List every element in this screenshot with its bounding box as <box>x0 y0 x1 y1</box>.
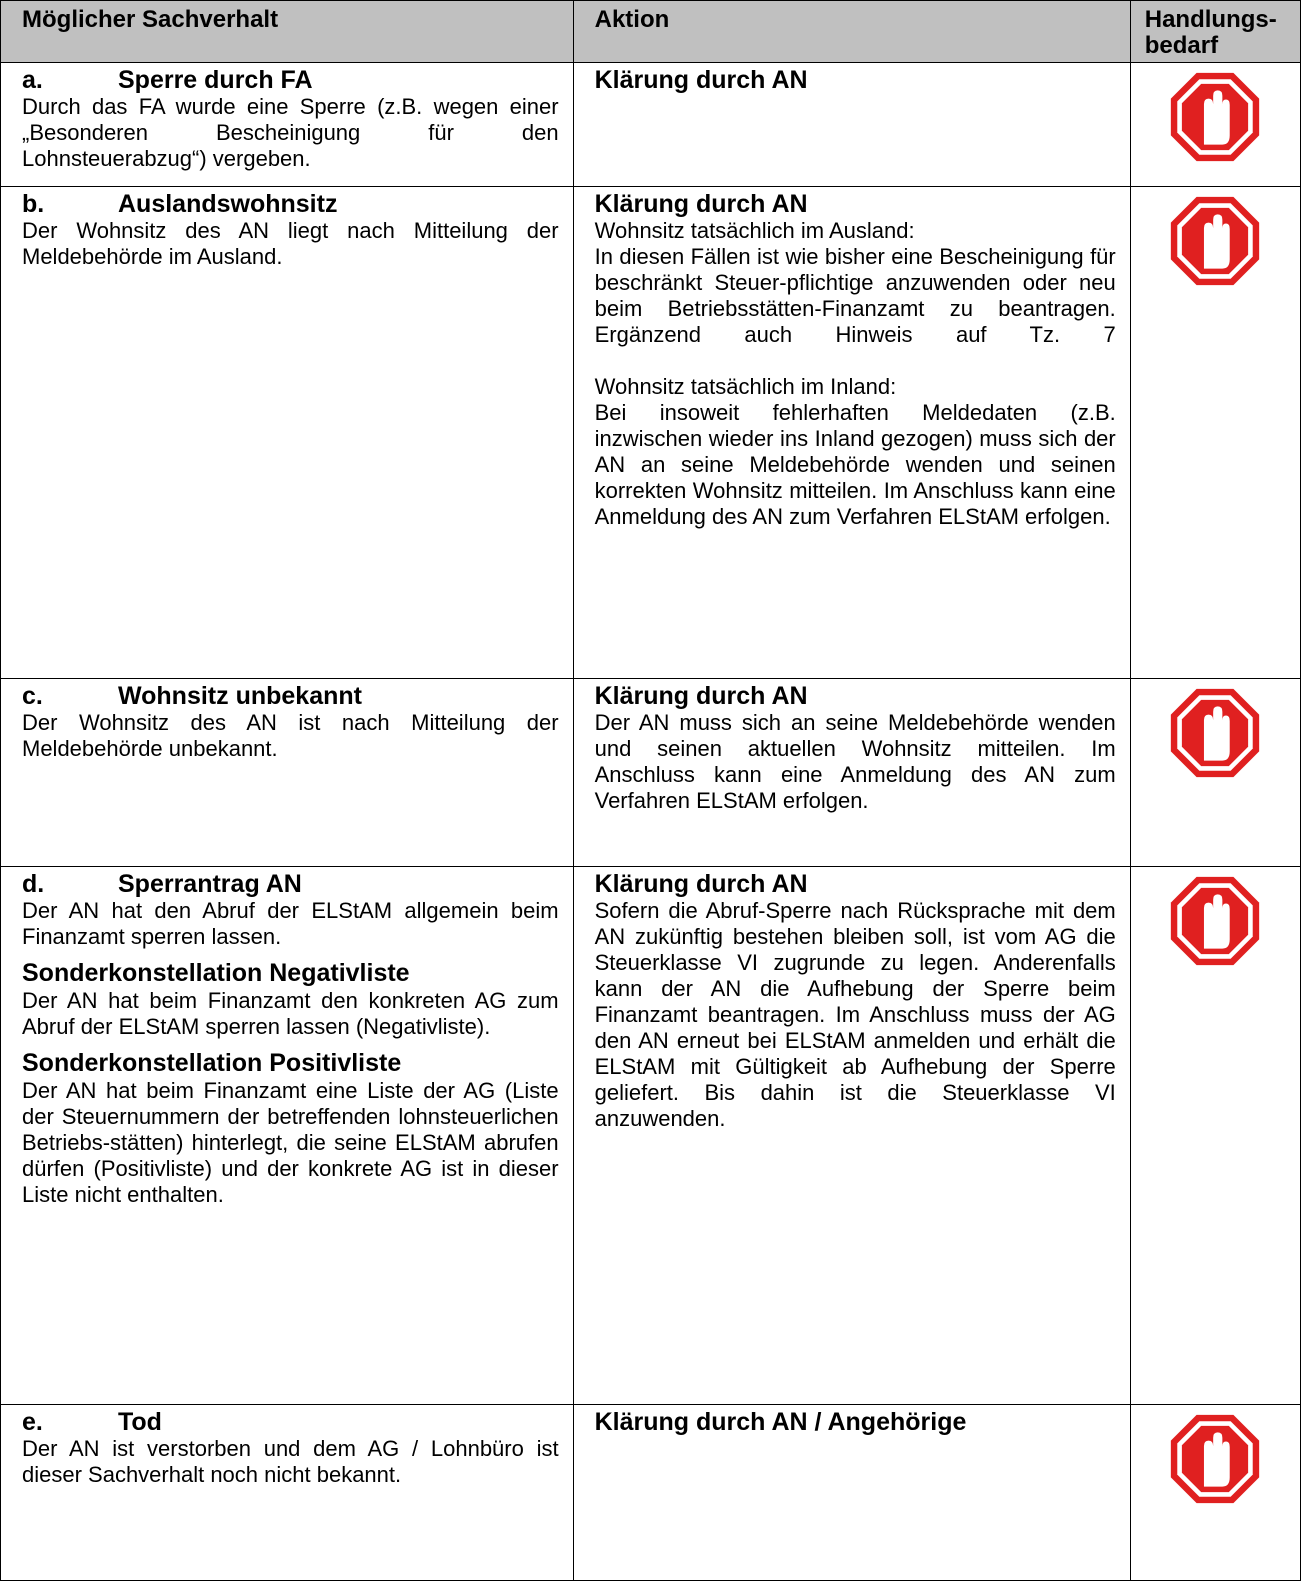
stop-hand-icon <box>1169 195 1261 287</box>
action-text: Bei insoweit fehlerhaften Meldedaten (z.B. inzwischen wieder ins Inland gezogen) muss sich der AN an seine Meldebehörde wenden und seinen korrekten Wohnsitz mitteilen. Im Anschluss kann eine Anmeldung des AN zum Verfahren ELStAM erfolgen. <box>594 400 1116 529</box>
header-handlungsbedarf-line2: bedarf <box>1144 32 1219 59</box>
aktion-cell <box>573 867 1130 1405</box>
sub-heading-negativliste: Sonderkonstellation Negativliste <box>22 959 410 987</box>
row-description: Der AN ist verstorben und dem AG / Lohnbüro ist dieser Sachverhalt noch nicht bekannt. <box>22 1436 559 1487</box>
spacer <box>595 348 1116 374</box>
table-row <box>1 63 1301 187</box>
row-description: Durch das FA wurde eine Sperre (z.B. wegen einer „Besonderen Bescheinigung für den Lohnsteuerabzug“) vergeben. <box>22 94 559 171</box>
handlungsbedarf-cell <box>1130 187 1300 679</box>
aktion-cell <box>573 187 1130 679</box>
row-heading <box>22 66 559 94</box>
row-title: Auslandswohnsitz <box>118 190 338 218</box>
row-heading <box>22 190 559 218</box>
table-row <box>1 867 1301 1405</box>
handlungsbedarf-cell <box>1130 1405 1300 1581</box>
row-heading <box>22 870 559 898</box>
handlungsbedarf-cell <box>1130 679 1300 867</box>
row-description: Der Wohnsitz des AN liegt nach Mitteilung der Meldebehörde im Ausland. <box>22 218 559 269</box>
aktion-cell <box>573 679 1130 867</box>
row-title: Wohnsitz unbekannt <box>118 682 362 710</box>
action-text: Der AN muss sich an seine Meldebehörde wenden und seinen aktuellen Wohnsitz mitteilen. Im Anschluss kann eine Anmeldung des AN zum Verfahren ELStAM erfolgen. <box>594 710 1116 813</box>
aktion-cell <box>573 1405 1130 1581</box>
action-subhead: Wohnsitz tatsächlich im Inland: <box>594 374 897 399</box>
sub-heading-positivliste: Sonderkonstellation Positivliste <box>22 1049 402 1077</box>
row-letter: e. <box>22 1408 43 1436</box>
stop-hand-icon <box>1169 875 1261 967</box>
action-title: Klärung durch AN <box>594 870 808 898</box>
action-title: Klärung durch AN <box>594 190 808 218</box>
table-row <box>1 187 1301 679</box>
row-letter: a. <box>22 66 43 94</box>
row-letter: c. <box>22 682 43 710</box>
header-handlungsbedarf <box>1130 1 1300 63</box>
row-heading <box>22 1408 559 1436</box>
action-text: Sofern die Abruf-Sperre nach Rücksprache mit dem AN zukünftig bestehen bleiben soll, ist vom AG die Steuerklasse VI zugrunde zu legen. Anderenfalls kann der AN die Aufhebung der Sperre beim Finanzamt beantragen. Im Anschluss muss der AG den AN erneut bei ELStAM anmelden und erhält die ELStAM mit Gültigkeit ab Aufhebung der Sperre geliefert. Bis dahin ist die Steuerklasse VI anzuwenden. <box>594 898 1116 1131</box>
sachverhalt-cell <box>1 187 574 679</box>
row-letter: b. <box>22 190 45 218</box>
action-text: In diesen Fällen ist wie bisher eine Bescheinigung für beschränkt Steuer-pflichtige anzuwenden oder neu beim Betriebsstätten-Finanzamt zu beantragen. Ergänzend auch Hinweis auf Tz. 7 <box>594 244 1116 347</box>
action-title: Klärung durch AN <box>594 66 808 94</box>
row-description: Der Wohnsitz des AN ist nach Mitteilung der Meldebehörde unbekannt. <box>22 710 559 761</box>
sachverhalt-cell <box>1 867 574 1405</box>
row-description: Der AN hat den Abruf der ELStAM allgemein beim Finanzamt sperren lassen. <box>22 898 559 949</box>
header-row <box>1 1 1301 63</box>
stop-hand-icon <box>1169 1413 1261 1505</box>
row-letter: d. <box>22 870 45 898</box>
header-sachverhalt: Möglicher Sachverhalt <box>1 1 574 63</box>
table-row <box>1 679 1301 867</box>
row-title: Sperrantrag AN <box>118 870 302 898</box>
row-title: Sperre durch FA <box>118 66 313 94</box>
action-title: Klärung durch AN <box>594 682 808 710</box>
sachverhalt-cell <box>1 679 574 867</box>
handlungsbedarf-cell <box>1130 867 1300 1405</box>
handlungsbedarf-cell <box>1130 63 1300 187</box>
sachverhalt-cell <box>1 63 574 187</box>
sub-description-positivliste: Der AN hat beim Finanzamt eine Liste der AG (Liste der Steuernummern der betreffenden lohnsteuerlichen Betriebs-stätten) hinterlegt, die seine ELStAM abrufen dürfen (Positivliste) und der konkrete AG ist in dieser Liste nicht enthalten. <box>22 1078 559 1207</box>
stop-hand-icon <box>1169 687 1261 779</box>
row-title: Tod <box>118 1408 162 1436</box>
action-subhead: Wohnsitz tatsächlich im Ausland: <box>594 218 915 243</box>
header-aktion: Aktion <box>573 1 1130 63</box>
action-title: Klärung durch AN / Angehörige <box>594 1408 967 1436</box>
sachverhalt-cell <box>1 1405 574 1581</box>
stop-hand-icon <box>1169 71 1261 163</box>
table-row <box>1 1405 1301 1581</box>
row-heading <box>22 682 559 710</box>
aktion-cell <box>573 63 1130 187</box>
header-handlungsbedarf-line1: Handlungs- <box>1144 6 1277 33</box>
sub-description-negativliste: Der AN hat beim Finanzamt den konkreten AG zum Abruf der ELStAM sperren lassen (Negativliste). <box>22 988 559 1039</box>
